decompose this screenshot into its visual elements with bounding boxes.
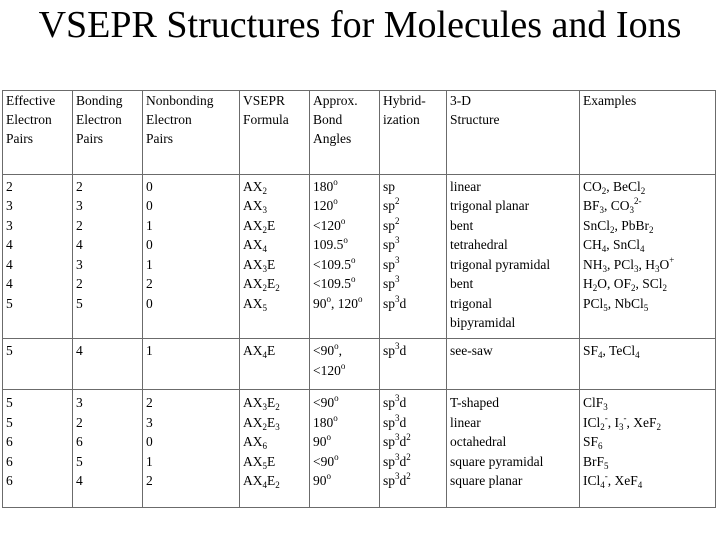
cell-value: 4 [6,237,13,253]
cell-value: 109.5$^o$ [313,235,348,253]
cell-value: $sp^3$ [383,235,400,253]
cell-value: T-shaped [450,395,499,411]
effective-pairs-cell [3,174,73,339]
cell-value: $sp^3d^2$ [383,432,411,450]
header-vsepr-formula [240,91,310,175]
table-row-group [3,339,716,390]
cell-value: linear [450,414,481,430]
header-line: Structure [450,112,500,127]
cell-value: square pyramidal [450,453,544,469]
cell-value: 5 [76,453,83,469]
cell-value: sp [383,178,396,194]
hybridization-cell [380,174,447,339]
hybridization-cell [380,339,447,390]
cell-value: 2 [146,395,153,411]
header-3d-structure [447,91,580,175]
cell-value: 6 [6,473,13,489]
header-line: Pairs [76,131,103,146]
cell-value: 5 [6,395,13,411]
cell-value: tetrahedral [450,237,508,253]
cell-value: $SF_4$, TeCl$_4$ [583,343,640,361]
cell-value: $sp^3d$ [383,341,407,359]
bonding-pairs-cell [73,390,143,508]
cell-value: 5 [6,343,13,359]
cell-value: BrF$_5$ [583,453,609,471]
cell-value: trigonal pyramidal [450,256,551,272]
cell-value: $sp^3$ [383,274,400,292]
cell-value: $sp^3d$ [383,412,407,430]
header-examples [580,91,716,175]
header-line: Hybrid- [383,93,426,108]
cell-value: $AX_3E_2$ [243,395,280,413]
cell-value: $sp^3d^2$ [383,451,411,469]
cell-value: 0 [146,295,153,311]
header-line: Bond [313,112,343,127]
header-effective-pairs [3,91,73,175]
header-line: Electron [6,112,52,127]
cell-value: octahedral [450,434,507,450]
table-row-group [3,390,716,508]
cell-value: $AX_2E_2$ [243,276,280,294]
header-line: VSEPR [243,93,286,108]
effective-pairs-cell [3,390,73,508]
cell-value: $AX_3$ [243,198,267,216]
cell-value: 5 [6,295,13,311]
header-bonding-pairs [73,91,143,175]
cell-value: $AX_6$ [243,434,267,452]
cell-value: 4 [6,276,13,292]
nonbonding-pairs-cell [143,174,240,339]
bond-angles-cell [310,339,380,390]
cell-value: $AX_5$ [243,295,267,313]
cell-value: 4 [76,237,83,253]
cell-value: $AX_5E$ [243,453,276,471]
header-line: Electron [146,112,192,127]
cell-value: see-saw [450,343,493,359]
header-line: Bonding [76,93,123,108]
cell-value: 2 [76,178,83,194]
cell-value: $AX_2E_3$ [243,414,280,432]
cell-value: 90$^o$ [313,432,331,450]
cell-value: 2 [146,276,153,292]
cell-value: 3 [6,217,13,233]
cell-value: 1 [146,453,153,469]
cell-value: 5 [76,295,83,311]
bond-angles-cell [310,390,380,508]
cell-value: $AX_2$ [243,178,267,196]
cell-value: 4 [76,343,83,359]
cell-value: ClF$_3$ [583,395,608,413]
cell-value: 4 [76,473,83,489]
examples-cell [580,174,716,339]
header-nonbonding-pairs [143,91,240,175]
cell-value: $AX_3E$ [243,256,276,274]
effective-pairs-cell [3,339,73,390]
cell-value: 3 [6,198,13,214]
header-line: Angles [313,131,352,146]
cell-value: 2 [146,473,153,489]
cell-value: $sp^3d$ [383,293,407,311]
cell-value: square planar [450,473,523,489]
header-line: Pairs [146,131,173,146]
bonding-pairs-cell [73,339,143,390]
header-line: Examples [583,93,637,108]
formula-cell [240,390,310,508]
nonbonding-pairs-cell [143,339,240,390]
cell-value: $sp^2$ [383,215,400,233]
cell-value: $H_2O$, $OF_2$, SCl$_2$ [583,276,668,294]
cell-value: $<109.5^o$ [313,274,356,292]
hybridization-cell [380,390,447,508]
cell-value: $<90^o$ [313,451,339,469]
formula-cell [240,174,310,339]
cell-value: $sp^3d^2$ [383,471,411,489]
cell-value: 6 [6,453,13,469]
cell-value: $NH_3$, PCl$_3$, $H_3O^+$ [583,254,675,274]
examples-cell [580,339,716,390]
nonbonding-pairs-cell [143,390,240,508]
cell-value: linear [450,178,481,194]
cell-value: $AX_2E$ [243,217,276,235]
cell-value: bent [450,217,474,233]
cell-value: ICl$_2$-, $I_3^-$, XeF$_2$ [583,412,662,432]
cell-value: 90$^o$, 120$^o$ [313,293,363,311]
cell-value: 2 [6,178,13,194]
header-line: Effective [6,93,56,108]
cell-value: 6 [76,434,83,450]
cell-value: 1 [146,343,153,359]
cell-value: $AX_4$ [243,237,267,255]
cell-value: SnCl$_2$, PbBr$_2$ [583,217,654,235]
cell-value: $sp^3d$ [383,393,407,411]
cell-value: 2 [76,276,83,292]
cell-value: 180$^o$ [313,176,338,194]
bonding-pairs-cell [73,174,143,339]
cell-value: 4 [6,256,13,272]
structure-cell [447,174,580,339]
bond-angles-cell [310,174,380,339]
cell-value: $AX_4E$ [243,343,276,361]
cell-value: bent [450,276,474,292]
structure-cell [447,339,580,390]
formula-cell [240,339,310,390]
cell-value: 5 [6,414,13,430]
cell-value: $sp^3$ [383,254,400,272]
header-line: Nonbonding [146,93,214,108]
cell-value: 2 [76,217,83,233]
header-line: ization [383,112,420,127]
cell-value: $<90^o$, $<120^o$ [313,341,346,378]
cell-value: trigonal bipyramidal [450,295,516,331]
header-hybridization [380,91,447,175]
cell-value: PCl$_5$, NbCl$_5$ [583,295,649,313]
cell-value: 1 [146,256,153,272]
header-line: Electron [76,112,122,127]
structure-cell [447,390,580,508]
cell-value: ICl$_4$-, XeF$_4$ [583,471,643,491]
header-line: Pairs [6,131,33,146]
cell-value: $SF_6$ [583,434,603,452]
cell-value: 3 [76,395,83,411]
page-title: VSEPR Structures for Molecules and Ions [38,4,682,46]
header-line: 3-D [450,93,471,108]
cell-value: 6 [6,434,13,450]
cell-value: 90$^o$ [313,471,331,489]
cell-value: $CH_4$, SnCl$_4$ [583,237,645,255]
cell-value: 120$^o$ [313,196,338,214]
cell-value: 3 [76,198,83,214]
header-line: Approx. [313,93,358,108]
cell-value: trigonal planar [450,198,530,214]
cell-value: $sp^2$ [383,196,400,214]
cell-value: 180$^o$ [313,412,338,430]
header-row [3,91,716,175]
table-row-group [3,174,716,339]
cell-value: $AX_4E_2$ [243,473,280,491]
examples-cell [580,390,716,508]
cell-value: 0 [146,198,153,214]
header-bond-angles [310,91,380,175]
vsepr-table [2,90,716,508]
cell-value: 2 [76,414,83,430]
cell-value: 0 [146,434,153,450]
cell-value: 0 [146,178,153,194]
cell-value: $CO_2$, BeCl$_2$ [583,178,646,196]
cell-value: $BF_3$, $CO_3^{2-}$ [583,196,642,216]
cell-value: $<120^o$ [313,215,346,233]
header-line: Formula [243,112,289,127]
cell-value: $<109.5^o$ [313,254,356,272]
cell-value: 3 [146,414,153,430]
cell-value: 0 [146,237,153,253]
cell-value: 3 [76,256,83,272]
cell-value: $<90^o$ [313,393,339,411]
cell-value: 1 [146,217,153,233]
